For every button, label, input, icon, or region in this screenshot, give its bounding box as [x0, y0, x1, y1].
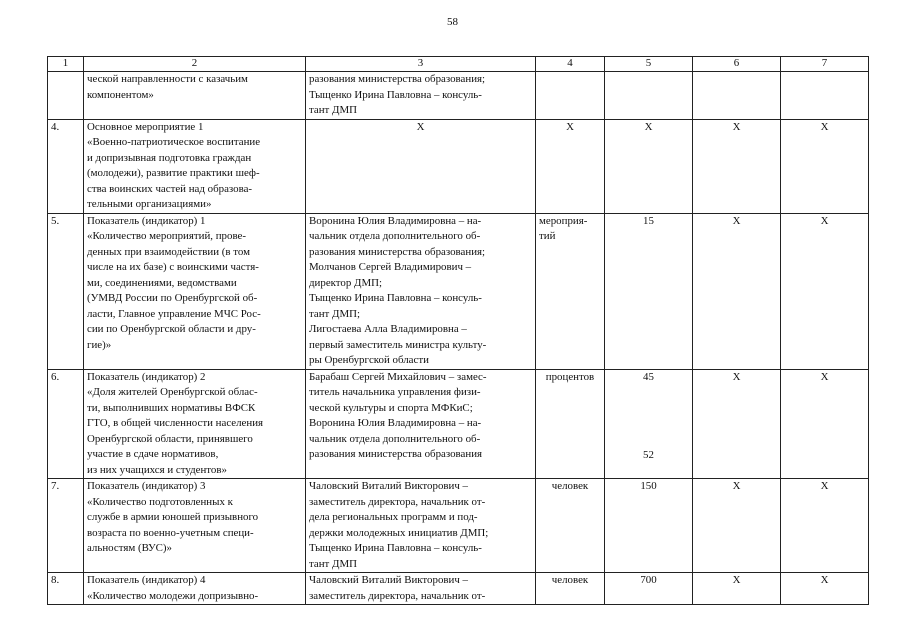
- value-cell-7: X: [781, 119, 869, 213]
- table-row: [48, 573, 869, 605]
- column-header: 4: [536, 57, 605, 72]
- table-row: [48, 479, 869, 573]
- table-row: [48, 213, 869, 369]
- responsible-cell: разования министерства образования; Тыщенко Ирина Павловна – консуль- тант ДМП: [306, 72, 536, 120]
- value-cell-7: X: [781, 369, 869, 479]
- unit-cell: мероприя- тий: [536, 213, 605, 369]
- column-header: 5: [605, 57, 693, 72]
- task-cell: Показатель (индикатор) 4 «Количество молодежи допризывно-: [84, 573, 306, 605]
- column-header: 2: [84, 57, 306, 72]
- unit-cell: процентов: [536, 369, 605, 479]
- value-cell-7: X: [781, 213, 869, 369]
- unit-cell: человек: [536, 479, 605, 573]
- column-header: 7: [781, 57, 869, 72]
- value-cell-7: [781, 72, 869, 120]
- value-cell-5: 150: [605, 479, 693, 573]
- unit-cell: X: [536, 119, 605, 213]
- responsible-cell: Барабаш Сергей Михайлович – замес- титель начальника управления физи- ческой культуры и спорта МФКиС; Воронина Юлия Владимировна – на- чальник отдела дополнительного об- разования министерства образования: [306, 369, 536, 479]
- row-number: [48, 72, 84, 120]
- table-row: [48, 369, 869, 479]
- value-cell-5: 15: [605, 213, 693, 369]
- task-cell: Показатель (индикатор) 1 «Количество мероприятий, прове- денных при взаимодействии (в том числе на их базе) с воинскими частя- ми, соединениями, ведомствами (УМВД России по Оренбургской об- ласти, Главное управление МЧС Рос- сии по Оренбургской области и дру- гие)»: [84, 213, 306, 369]
- value-cell-7: X: [781, 479, 869, 573]
- task-cell: ческой направленности с казачьим компонентом»: [84, 72, 306, 120]
- column-header: 1: [48, 57, 84, 72]
- column-header: 6: [693, 57, 781, 72]
- value-cell-6: X: [693, 369, 781, 479]
- value-students: 52: [643, 449, 654, 461]
- value-cell-6: [693, 72, 781, 120]
- column-header: 3: [306, 57, 536, 72]
- unit-cell: человек: [536, 573, 605, 605]
- row-number: 6.: [48, 369, 84, 479]
- unit-cell: [536, 72, 605, 120]
- page-number: 58: [447, 16, 458, 28]
- responsible-cell: X: [306, 119, 536, 213]
- value-cell-6: X: [693, 119, 781, 213]
- header-row: [48, 57, 869, 72]
- value-total: 45: [643, 370, 654, 383]
- responsible-cell: Чаловский Виталий Викторович – заместитель директора, начальник от- дела региональных программ и под- держки молодежных инициатив ДМП; Тыщенко Ирина Павловна – консуль- тант ДМП: [306, 479, 536, 573]
- row-number: 8.: [48, 573, 84, 605]
- program-table: [47, 56, 869, 605]
- value-cell-5: [605, 72, 693, 120]
- row-number: 4.: [48, 119, 84, 213]
- table-row: [48, 72, 869, 120]
- responsible-cell: Воронина Юлия Владимировна – на- чальник отдела дополнительного об- разования министерства образования; Молчанов Сергей Владимирович – директор ДМП; Тыщенко Ирина Павловна – консуль- тант ДМП; Лигостаева Алла Владимировна – первый заместитель министра культу- ры Оренбургской области: [306, 213, 536, 369]
- value-cell-6: X: [693, 573, 781, 605]
- value-cell-5: [605, 369, 693, 479]
- task-cell: Показатель (индикатор) 3 «Количество подготовленных к службе в армии юношей призывного возраста по военно-учетным специ- альностям (ВУС)»: [84, 479, 306, 573]
- value-cell-6: X: [693, 479, 781, 573]
- value-cell-5: 700: [605, 573, 693, 605]
- value-cell-6: X: [693, 213, 781, 369]
- row-number: 7.: [48, 479, 84, 573]
- value-cell-7: X: [781, 573, 869, 605]
- task-cell: Показатель (индикатор) 2 «Доля жителей Оренбургской облас- ти, выполнивших нормативы ВФСК ГТО, в общей численности населения Оренбургской области, принявшего участие в сдаче нормативов, из них учащихся и студентов»: [84, 369, 306, 479]
- row-number: 5.: [48, 213, 84, 369]
- responsible-cell: Чаловский Виталий Викторович – заместитель директора, начальник от-: [306, 573, 536, 605]
- table-row: [48, 119, 869, 213]
- value-cell-5: X: [605, 119, 693, 213]
- task-cell: Основное мероприятие 1 «Военно-патриотическое воспитание и допризывная подготовка граждан (молодежи), развитие практики шеф- ства воинских частей над образова- тельными организациями»: [84, 119, 306, 213]
